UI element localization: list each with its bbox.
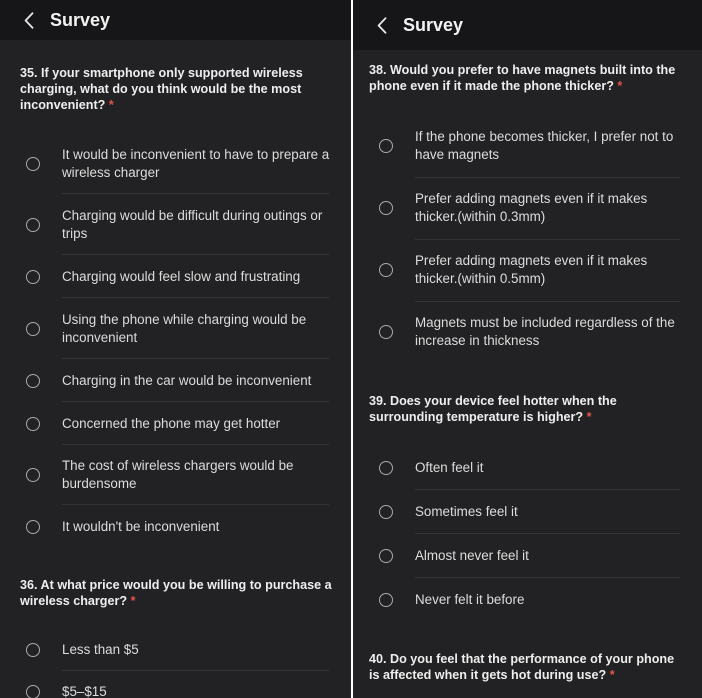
required-marker: * <box>586 410 592 424</box>
required-marker: * <box>108 98 114 112</box>
required-marker: * <box>617 79 623 93</box>
option-q35-1[interactable] <box>22 146 331 182</box>
back-button[interactable] <box>375 15 389 35</box>
radio-button[interactable] <box>26 520 40 534</box>
divider <box>62 297 329 298</box>
option-q38-1[interactable] <box>375 128 682 164</box>
option-label: The cost of wireless chargers would be burdensome <box>62 458 294 491</box>
divider <box>62 444 329 445</box>
radio-button[interactable] <box>26 270 40 284</box>
option-q39-4[interactable] <box>375 591 682 609</box>
divider <box>415 301 680 302</box>
option-q38-2[interactable] <box>375 190 682 226</box>
radio-button[interactable] <box>379 549 393 563</box>
option-q35-2[interactable] <box>22 207 331 243</box>
radio-button[interactable] <box>379 139 393 153</box>
option-label: Magnets must be included regardless of the increase in thickness <box>415 315 675 348</box>
option-q39-3[interactable] <box>375 547 682 565</box>
divider <box>415 577 680 578</box>
option-label: Prefer adding magnets even if it makes thicker.(within 0.5mm) <box>415 253 648 286</box>
option-q35-8[interactable] <box>22 518 331 536</box>
divider <box>62 401 329 402</box>
option-q39-1[interactable] <box>375 459 682 477</box>
option-label: Using the phone while charging would be inconvenient <box>62 312 307 345</box>
question-38 <box>369 62 686 94</box>
divider <box>62 358 329 359</box>
option-q39-2[interactable] <box>375 503 682 521</box>
question-39 <box>369 393 686 425</box>
page-title: Survey <box>403 14 464 35</box>
option-label: Prefer adding magnets even if it makes thicker.(within 0.3mm) <box>415 191 648 224</box>
option-label: Sometimes feel it <box>415 504 518 519</box>
option-label: Charging in the car would be inconvenient <box>62 373 312 388</box>
option-label: Never felt it before <box>415 592 525 607</box>
radio-button[interactable] <box>26 685 40 698</box>
option-q35-4[interactable] <box>22 311 331 347</box>
required-marker: * <box>130 594 136 608</box>
option-q36-2[interactable] <box>22 683 331 698</box>
option-q35-3[interactable] <box>22 268 331 286</box>
question-text: 38. Would you prefer to have magnets built into the phone even if it made the phone thicker? <box>369 63 676 93</box>
survey-screen-right <box>353 0 702 698</box>
option-label: It would be inconvenient to have to prepare a wireless charger <box>62 147 330 180</box>
chevron-left-icon <box>377 17 387 34</box>
radio-button[interactable] <box>26 468 40 482</box>
option-label: Often feel it <box>415 460 484 475</box>
question-35 <box>20 65 335 113</box>
radio-button[interactable] <box>379 593 393 607</box>
divider <box>62 504 329 505</box>
radio-button[interactable] <box>379 201 393 215</box>
option-q35-6[interactable] <box>22 415 331 433</box>
page-title: Survey <box>50 9 111 30</box>
divider <box>62 670 329 671</box>
radio-button[interactable] <box>26 322 40 336</box>
question-40 <box>369 651 686 683</box>
option-q38-3[interactable] <box>375 252 682 288</box>
divider <box>415 533 680 534</box>
question-text: 36. At what price would you be willing to purchase a wireless charger? <box>20 578 332 608</box>
radio-button[interactable] <box>379 461 393 475</box>
option-q35-5[interactable] <box>22 372 331 390</box>
option-label: It wouldn't be inconvenient <box>62 519 220 534</box>
chevron-left-icon <box>24 12 34 29</box>
required-marker: * <box>609 668 615 682</box>
divider <box>415 239 680 240</box>
question-text: 35. If your smartphone only supported wireless charging, what do you think would be the most inconvenient? <box>20 66 303 112</box>
option-label: Concerned the phone may get hotter <box>62 416 281 431</box>
radio-button[interactable] <box>379 263 393 277</box>
option-label: Almost never feel it <box>415 548 529 563</box>
radio-button[interactable] <box>26 643 40 657</box>
option-q35-7[interactable] <box>22 457 331 493</box>
divider <box>415 489 680 490</box>
option-q36-1[interactable] <box>22 641 331 659</box>
radio-button[interactable] <box>379 505 393 519</box>
app-header <box>353 0 702 50</box>
back-button[interactable] <box>22 10 36 30</box>
option-label: $5–$15 <box>62 684 107 698</box>
option-label: Less than $5 <box>62 642 139 657</box>
question-text: 40. Do you feel that the performance of your phone is affected when it gets hot during use? <box>369 652 675 682</box>
radio-button[interactable] <box>26 417 40 431</box>
question-36 <box>20 577 335 609</box>
option-q38-4[interactable] <box>375 314 682 350</box>
option-label: Charging would feel slow and frustrating <box>62 269 301 284</box>
app-header <box>0 0 351 40</box>
option-label: Charging would be difficult during outings or trips <box>62 208 323 241</box>
question-text: 39. Does your device feel hotter when the surrounding temperature is higher? <box>369 394 617 424</box>
option-label: If the phone becomes thicker, I prefer not to have magnets <box>415 129 674 162</box>
divider <box>415 177 680 178</box>
radio-button[interactable] <box>26 157 40 171</box>
radio-button[interactable] <box>379 325 393 339</box>
divider <box>62 254 329 255</box>
radio-button[interactable] <box>26 218 40 232</box>
radio-button[interactable] <box>26 374 40 388</box>
divider <box>62 193 329 194</box>
